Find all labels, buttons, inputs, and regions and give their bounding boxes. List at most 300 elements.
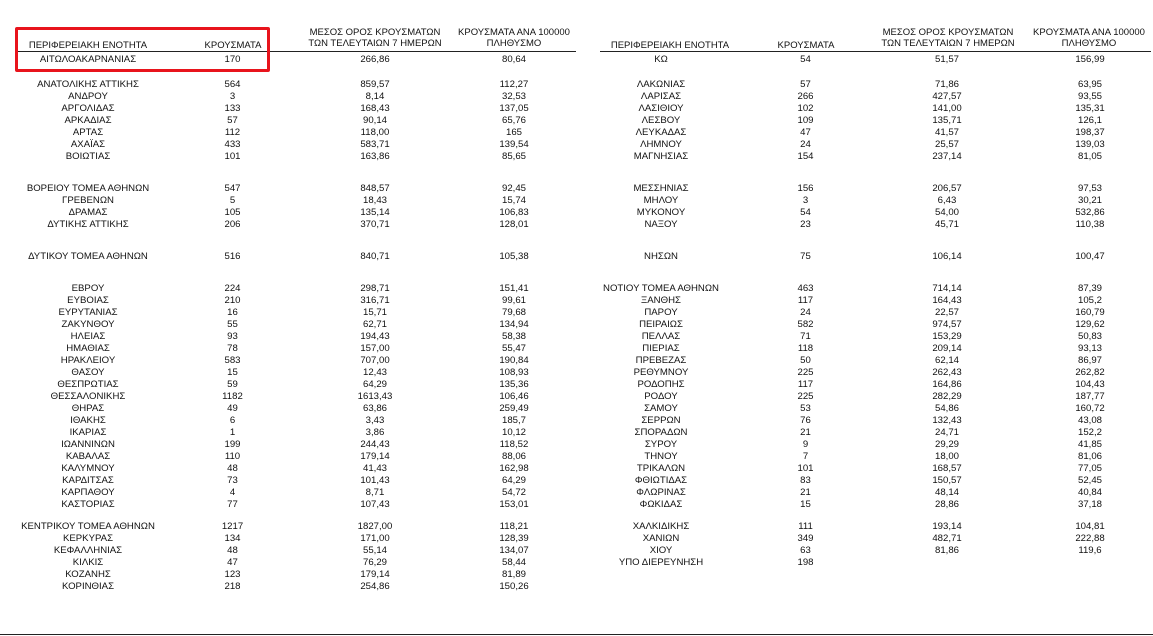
cases-cell: 112 <box>224 127 241 138</box>
per100k-cell: 222,88 <box>1075 533 1105 544</box>
per100k-cell: 165 <box>505 127 522 138</box>
cases-cell: 9 <box>802 439 809 450</box>
per100k-cell: 112,27 <box>499 79 529 90</box>
per100k-cell: 30,21 <box>1077 195 1102 206</box>
cases-cell: 47 <box>227 557 238 568</box>
avg-cell: 163,86 <box>360 151 390 162</box>
cases-cell: 133 <box>224 103 241 114</box>
per100k-cell: 55,47 <box>501 343 526 354</box>
region-cell: ΡΟΔΟΥ <box>644 391 678 402</box>
per100k-cell: 64,29 <box>501 475 526 486</box>
cases-cell: 199 <box>224 439 241 450</box>
cases-cell: 111 <box>798 521 813 532</box>
cases-cell: 7 <box>802 451 809 462</box>
avg-cell: 106,14 <box>932 251 962 262</box>
per100k-cell: 118,21 <box>499 521 529 532</box>
cases-cell: 117 <box>797 379 814 390</box>
highlight-box <box>15 27 270 72</box>
region-cell: ΝΟΤΙΟΥ ΤΟΜΕΑ ΑΘΗΝΩΝ <box>603 283 719 294</box>
avg-cell: 859,57 <box>360 79 390 90</box>
avg-cell: 714,14 <box>932 283 962 294</box>
avg-cell: 118,00 <box>360 127 390 138</box>
cases-cell: 16 <box>227 307 238 318</box>
region-cell: ΘΑΣΟΥ <box>71 367 105 378</box>
per100k-cell: 43,08 <box>1077 415 1102 426</box>
avg-cell: 482,71 <box>932 533 962 544</box>
avg-cell: 18,00 <box>934 451 959 462</box>
avg-cell: 107,43 <box>360 499 390 510</box>
per100k-cell: 259,49 <box>499 403 529 414</box>
region-cell: ΜΕΣΣΗΝΙΑΣ <box>633 183 689 194</box>
region-cell: ΠΡΕΒΕΖΑΣ <box>635 355 687 366</box>
per100k-cell: 93,55 <box>1077 91 1102 102</box>
avg-cell: 974,57 <box>932 319 962 330</box>
per100k-cell: 88,06 <box>501 451 526 462</box>
region-cell: ΑΝΔΡΟΥ <box>68 91 108 102</box>
cases-cell: 50 <box>800 355 811 366</box>
region-cell: ΤΡΙΚΑΛΩΝ <box>636 463 686 474</box>
cases-cell: 5 <box>229 195 236 206</box>
per100k-cell: 58,38 <box>501 331 526 342</box>
avg-cell: 54,00 <box>934 207 959 218</box>
region-cell: ΛΑΚΩΝΙΑΣ <box>636 79 686 90</box>
avg-cell: 63,86 <box>362 403 387 414</box>
cases-cell: 1182 <box>222 391 243 402</box>
cases-cell: 4 <box>229 487 236 498</box>
avg-cell: 8,71 <box>365 487 385 498</box>
region-cell: ΗΛΕΙΑΣ <box>70 331 106 342</box>
avg-cell: 254,86 <box>360 581 390 592</box>
cases-cell: 49 <box>227 403 238 414</box>
cases-cell: 77 <box>227 499 238 510</box>
avg-cell: 3,86 <box>365 427 385 438</box>
cases-cell: 564 <box>224 79 241 90</box>
avg-cell: 168,43 <box>360 103 390 114</box>
bottom-rule <box>0 634 1153 635</box>
per100k-cell: 85,65 <box>501 151 526 162</box>
per100k-cell: 128,39 <box>499 533 529 544</box>
right-avg-header <box>875 27 1021 49</box>
region-cell: ΖΑΚΥΝΘΟΥ <box>61 319 115 330</box>
avg-cell: 64,29 <box>362 379 387 390</box>
per100k-cell: 160,79 <box>1075 307 1105 318</box>
region-cell: ΦΘΙΩΤΙΔΑΣ <box>634 475 688 486</box>
avg-cell: 51,57 <box>934 54 959 65</box>
per100k-cell: 128,01 <box>499 219 529 230</box>
cases-cell: 154 <box>797 151 814 162</box>
region-cell: ΜΗΛΟΥ <box>643 195 679 206</box>
cases-cell: 156 <box>797 183 814 194</box>
per100k-cell: 52,45 <box>1077 475 1102 486</box>
cases-cell: 583 <box>224 355 241 366</box>
cases-cell: 101 <box>797 463 814 474</box>
per100k-cell: 119,6 <box>1078 545 1102 556</box>
avg-cell: 583,71 <box>360 139 390 150</box>
avg-cell: 266,86 <box>360 54 390 65</box>
left-per100k-header-line2: ΠΛΗΘΥΣΜΟ <box>486 38 542 49</box>
avg-cell: 18,43 <box>362 195 387 206</box>
cases-cell: 48 <box>227 463 238 474</box>
region-cell: ΛΑΡΙΣΑΣ <box>640 91 682 102</box>
avg-cell: 76,29 <box>362 557 387 568</box>
cases-cell: 53 <box>800 403 811 414</box>
per100k-cell: 126,1 <box>1077 115 1102 126</box>
avg-cell: 135,71 <box>932 115 962 126</box>
region-cell: ΔΥΤΙΚΟΥ ΤΟΜΕΑ ΑΘΗΝΩΝ <box>28 251 148 262</box>
cases-cell: 24 <box>800 139 811 150</box>
per100k-cell: 118,52 <box>499 439 529 450</box>
per100k-cell: 92,45 <box>501 183 526 194</box>
avg-cell: 848,57 <box>360 183 390 194</box>
region-cell: ΔΡΑΜΑΣ <box>68 207 108 218</box>
cases-cell: 54 <box>800 207 811 218</box>
per100k-cell: 10,12 <box>501 427 526 438</box>
per100k-cell: 134,07 <box>499 545 529 556</box>
right-per100k-header <box>1027 27 1151 49</box>
per100k-cell: 87,39 <box>1077 283 1102 294</box>
region-cell: ΚΟΡΙΝΘΙΑΣ <box>61 581 115 592</box>
cases-cell: 123 <box>224 569 241 580</box>
left-avg-header <box>302 27 448 49</box>
region-cell: ΧΑΝΙΩΝ <box>642 533 680 544</box>
cases-cell: 78 <box>227 343 238 354</box>
per100k-cell: 262,82 <box>1075 367 1105 378</box>
avg-cell: 8,14 <box>365 91 385 102</box>
cases-cell: 110 <box>224 451 241 462</box>
region-cell: ΣΥΡΟΥ <box>644 439 678 450</box>
cases-cell: 225 <box>797 391 814 402</box>
cases-cell: 218 <box>224 581 241 592</box>
avg-cell: 101,43 <box>360 475 390 486</box>
avg-cell: 157,00 <box>360 343 390 354</box>
per100k-cell: 151,41 <box>499 283 529 294</box>
per100k-cell: 105,2 <box>1077 295 1102 306</box>
cases-cell: 516 <box>224 251 241 262</box>
avg-cell: 12,43 <box>362 367 387 378</box>
region-cell: ΣΑΜΟΥ <box>644 403 678 414</box>
cases-cell: 582 <box>797 319 814 330</box>
region-cell: ΕΒΡΟΥ <box>71 283 105 294</box>
cases-cell: 198 <box>797 557 814 568</box>
region-cell: ΠΕΛΛΑΣ <box>641 331 681 342</box>
per100k-cell: 135,36 <box>499 379 529 390</box>
avg-cell: 81,86 <box>934 545 959 556</box>
left-avg-header-line1: ΜΕΣΟΣ ΟΡΟΣ ΚΡΟΥΣΜΑΤΩΝ <box>309 27 441 38</box>
avg-cell: 55,14 <box>362 545 387 556</box>
avg-cell: 193,14 <box>932 521 962 532</box>
per100k-cell: 162,98 <box>499 463 529 474</box>
per100k-cell: 153,01 <box>499 499 529 510</box>
avg-cell: 150,57 <box>932 475 962 486</box>
region-cell: ΛΕΣΒΟΥ <box>641 115 681 126</box>
cases-cell: 547 <box>224 183 241 194</box>
region-cell: ΡΟΔΟΠΗΣ <box>637 379 685 390</box>
per100k-cell: 81,05 <box>1077 151 1102 162</box>
cases-cell: 21 <box>800 487 811 498</box>
avg-cell: 244,43 <box>360 439 390 450</box>
region-cell: ΝΑΞΟΥ <box>644 219 678 230</box>
per100k-cell: 110,38 <box>1075 219 1105 230</box>
avg-cell: 141,00 <box>932 103 962 114</box>
per100k-cell: 135,31 <box>1075 103 1105 114</box>
region-cell: ΚΑΛΥΜΝΟΥ <box>61 463 115 474</box>
cases-cell: 463 <box>797 283 814 294</box>
region-cell: ΛΗΜΝΟΥ <box>640 139 682 150</box>
avg-cell: 3,43 <box>365 415 385 426</box>
region-cell: ΧΙΟΥ <box>649 545 673 556</box>
region-cell: ΚΑΣΤΟΡΙΑΣ <box>61 499 115 510</box>
avg-cell: 194,43 <box>360 331 390 342</box>
right-per100k-header-line2: ΠΛΗΘΥΣΜΟ <box>1061 38 1117 49</box>
region-cell: ΙΩΑΝΝΙΝΩΝ <box>61 439 115 450</box>
region-cell: ΠΕΙΡΑΙΩΣ <box>639 319 683 330</box>
avg-cell: 90,14 <box>362 115 387 126</box>
avg-cell: 135,14 <box>360 207 390 218</box>
per100k-cell: 77,05 <box>1077 463 1102 474</box>
avg-cell: 168,57 <box>932 463 962 474</box>
per100k-cell: 32,53 <box>501 91 526 102</box>
region-cell: ΧΑΛΚΙΔΙΚΗΣ <box>632 521 690 532</box>
cases-cell: 75 <box>800 251 811 262</box>
cases-cell: 109 <box>797 115 814 126</box>
cases-cell: 134 <box>224 533 241 544</box>
avg-cell: 171,00 <box>360 533 390 544</box>
cases-cell: 102 <box>797 103 814 114</box>
region-cell: ΜΥΚΟΝΟΥ <box>636 207 686 218</box>
cases-cell: 105 <box>224 207 241 218</box>
per100k-cell: 134,94 <box>499 319 529 330</box>
region-cell: ΚΑΒΑΛΑΣ <box>65 451 111 462</box>
per100k-cell: 198,37 <box>1075 127 1105 138</box>
cases-cell: 55 <box>227 319 238 330</box>
region-cell: ΠΙΕΡΙΑΣ <box>642 343 680 354</box>
per100k-cell: 40,84 <box>1077 487 1102 498</box>
cases-cell: 21 <box>800 427 811 438</box>
avg-cell: 132,43 <box>932 415 962 426</box>
region-cell: ΑΡΤΑΣ <box>72 127 104 138</box>
per100k-cell: 81,06 <box>1077 451 1102 462</box>
cases-cell: 48 <box>227 545 238 556</box>
cases-cell: 57 <box>800 79 811 90</box>
left-per100k-header <box>452 27 576 49</box>
region-cell: ΡΕΘΥΜΝΟΥ <box>633 367 689 378</box>
region-cell: ΚΟΖΑΝΗΣ <box>65 569 111 580</box>
per100k-cell: 54,72 <box>501 487 526 498</box>
per100k-cell: 63,95 <box>1077 79 1102 90</box>
cases-cell: 76 <box>800 415 811 426</box>
region-cell: ΕΥΡΥΤΑΝΙΑΣ <box>58 307 118 318</box>
region-cell: ΑΡΓΟΛΙΔΑΣ <box>61 103 115 114</box>
per100k-cell: 532,86 <box>1075 207 1105 218</box>
per100k-cell: 99,61 <box>501 295 526 306</box>
cases-cell: 266 <box>797 91 814 102</box>
per100k-cell: 41,85 <box>1077 439 1102 450</box>
cases-cell: 117 <box>797 295 814 306</box>
region-cell: ΚΑΡΠΑΘΟΥ <box>61 487 115 498</box>
region-cell: ΕΥΒΟΙΑΣ <box>67 295 109 306</box>
cases-cell: 59 <box>227 379 238 390</box>
per100k-cell: 106,46 <box>499 391 529 402</box>
right-header-rule <box>600 51 1151 52</box>
region-cell: ΥΠΟ ΔΙΕΡΕΥΝΗΣΗ <box>618 557 704 568</box>
cases-cell: 24 <box>800 307 811 318</box>
per100k-cell: 187,77 <box>1075 391 1105 402</box>
avg-cell: 298,71 <box>360 283 390 294</box>
cases-cell: 224 <box>224 283 241 294</box>
region-cell: ΠΑΡΟΥ <box>644 307 678 318</box>
avg-cell: 164,86 <box>932 379 962 390</box>
region-cell: ΑΧΑΪΑΣ <box>70 139 106 150</box>
cases-cell: 47 <box>800 127 811 138</box>
cases-cell: 83 <box>800 475 811 486</box>
cases-cell: 23 <box>800 219 811 230</box>
avg-cell: 209,14 <box>932 343 962 354</box>
avg-cell: 164,43 <box>932 295 962 306</box>
region-cell: ΚΕΦΑΛΛΗΝΙΑΣ <box>53 545 123 556</box>
avg-cell: 206,57 <box>932 183 962 194</box>
avg-cell: 282,29 <box>932 391 962 402</box>
region-cell: ΝΗΣΩΝ <box>644 251 678 262</box>
cases-cell: 57 <box>227 115 238 126</box>
region-cell: ΓΡΕΒΕΝΩΝ <box>62 195 114 206</box>
cases-cell: 73 <box>227 475 238 486</box>
cases-cell: 15 <box>800 499 811 510</box>
per100k-cell: 137,05 <box>499 103 529 114</box>
right-cases-header: ΚΡΟΥΣΜΑΤΑ <box>777 40 835 51</box>
avg-cell: 370,71 <box>360 219 390 230</box>
avg-cell: 153,29 <box>932 331 962 342</box>
region-cell: ΙΘΑΚΗΣ <box>70 415 106 426</box>
avg-cell: 179,14 <box>360 569 390 580</box>
per100k-cell: 139,54 <box>499 139 529 150</box>
region-cell: ΚΕΝΤΡΙΚΟΥ ΤΟΜΕΑ ΑΘΗΝΩΝ <box>21 521 155 532</box>
avg-cell: 41,43 <box>362 463 387 474</box>
per100k-cell: 108,93 <box>499 367 529 378</box>
per100k-cell: 58,44 <box>501 557 526 568</box>
avg-cell: 840,71 <box>360 251 390 262</box>
region-cell: ΑΡΚΑΔΙΑΣ <box>64 115 112 126</box>
avg-cell: 316,71 <box>360 295 390 306</box>
cases-cell: 3 <box>229 91 236 102</box>
avg-cell: 24,71 <box>934 427 959 438</box>
left-per100k-header-line1: ΚΡΟΥΣΜΑΤΑ ΑΝΑ 100000 <box>458 27 570 38</box>
region-cell: ΒΟΡΕΙΟΥ ΤΟΜΕΑ ΑΘΗΝΩΝ <box>26 183 150 194</box>
avg-cell: 262,43 <box>932 367 962 378</box>
region-cell: ΛΑΣΙΘΙΟΥ <box>638 103 684 114</box>
avg-cell: 41,57 <box>934 127 959 138</box>
cases-cell: 206 <box>224 219 241 230</box>
region-cell: ΘΕΣΣΑΛΟΝΙΚΗΣ <box>50 391 126 402</box>
cases-cell: 101 <box>224 151 241 162</box>
avg-cell: 1613,43 <box>357 391 393 402</box>
per100k-cell: 139,03 <box>1075 139 1105 150</box>
per100k-cell: 105,38 <box>499 251 529 262</box>
region-cell: ΑΙΤΩΛΟΑΚΑΡΝΑΝΙΑΣ <box>39 54 137 65</box>
avg-cell: 54,86 <box>934 403 959 414</box>
per100k-cell: 65,76 <box>501 115 526 126</box>
region-cell: ΗΡΑΚΛΕΙΟΥ <box>60 355 116 366</box>
per100k-cell: 93,13 <box>1077 343 1102 354</box>
right-region-header: ΠΕΡΙΦΕΡΕΙΑΚΗ ΕΝΟΤΗΤΑ <box>610 40 730 51</box>
left-cases-header: ΚΡΟΥΣΜΑΤΑ <box>204 40 262 51</box>
per100k-cell: 100,47 <box>1075 251 1105 262</box>
per100k-cell: 37,18 <box>1077 499 1102 510</box>
cases-cell: 210 <box>224 295 241 306</box>
cases-cell: 118 <box>797 343 814 354</box>
region-cell: ΣΠΟΡΑΔΩΝ <box>634 427 688 438</box>
per100k-cell: 97,53 <box>1077 183 1102 194</box>
cases-cell: 170 <box>224 54 241 65</box>
region-cell: ΜΑΓΝΗΣΙΑΣ <box>633 151 689 162</box>
avg-cell: 1827,00 <box>357 521 393 532</box>
region-cell: ΑΝΑΤΟΛΙΚΗΣ ΑΤΤΙΚΗΣ <box>37 79 139 90</box>
per100k-cell: 81,89 <box>501 569 526 580</box>
per100k-cell: 156,99 <box>1075 54 1105 65</box>
cases-cell: 225 <box>797 367 814 378</box>
per100k-cell: 86,97 <box>1077 355 1102 366</box>
right-avg-header-line1: ΜΕΣΟΣ ΟΡΟΣ ΚΡΟΥΣΜΑΤΩΝ <box>882 27 1014 38</box>
cases-cell: 3 <box>802 195 809 206</box>
cases-cell: 63 <box>800 545 811 556</box>
right-avg-header-line2: ΤΩΝ ΤΕΛΕΥΤΑΙΩΝ 7 ΗΜΕΡΩΝ <box>881 38 1015 49</box>
region-cell: ΚΕΡΚΥΡΑΣ <box>62 533 113 544</box>
cases-cell: 433 <box>224 139 241 150</box>
avg-cell: 62,14 <box>934 355 959 366</box>
per100k-cell: 160,72 <box>1075 403 1105 414</box>
region-cell: ΦΩΚΙΔΑΣ <box>639 499 683 510</box>
region-cell: ΗΜΑΘΙΑΣ <box>66 343 110 354</box>
left-region-header: ΠΕΡΙΦΕΡΕΙΑΚΗ ΕΝΟΤΗΤΑ <box>28 40 148 51</box>
avg-cell: 15,71 <box>362 307 387 318</box>
left-avg-header-line2: ΤΩΝ ΤΕΛΕΥΤΑΙΩΝ 7 ΗΜΕΡΩΝ <box>308 38 442 49</box>
avg-cell: 62,71 <box>362 319 387 330</box>
region-cell: ΤΗΝΟΥ <box>644 451 678 462</box>
region-cell: ΚΩ <box>654 54 668 65</box>
region-cell: ΦΛΩΡΙΝΑΣ <box>636 487 686 498</box>
avg-cell: 71,86 <box>934 79 959 90</box>
cases-cell: 54 <box>800 54 811 65</box>
per100k-cell: 79,68 <box>501 307 526 318</box>
avg-cell: 45,71 <box>934 219 959 230</box>
cases-cell: 6 <box>229 415 236 426</box>
avg-cell: 179,14 <box>360 451 390 462</box>
cases-cell: 1 <box>229 427 236 438</box>
per100k-cell: 185,7 <box>501 415 526 426</box>
cases-cell: 349 <box>797 533 814 544</box>
region-cell: ΘΕΣΠΡΩΤΙΑΣ <box>57 379 119 390</box>
avg-cell: 707,00 <box>360 355 390 366</box>
per100k-cell: 80,64 <box>501 54 526 65</box>
region-cell: ΒΟΙΩΤΙΑΣ <box>65 151 111 162</box>
region-cell: ΛΕΥΚΑΔΑΣ <box>635 127 687 138</box>
avg-cell: 28,86 <box>934 499 959 510</box>
avg-cell: 48,14 <box>934 487 959 498</box>
avg-cell: 237,14 <box>932 151 962 162</box>
per100k-cell: 152,2 <box>1077 427 1102 438</box>
per100k-cell: 104,81 <box>1075 521 1105 532</box>
cases-cell: 1217 <box>221 521 244 532</box>
region-cell: ΚΙΛΚΙΣ <box>72 557 104 568</box>
region-cell: ΙΚΑΡΙΑΣ <box>69 427 107 438</box>
per100k-cell: 150,26 <box>499 581 529 592</box>
avg-cell: 427,57 <box>932 91 962 102</box>
per100k-cell: 190,84 <box>499 355 529 366</box>
cases-cell: 71 <box>800 331 811 342</box>
per100k-cell: 104,43 <box>1075 379 1105 390</box>
per100k-cell: 50,83 <box>1077 331 1102 342</box>
right-per100k-header-line1: ΚΡΟΥΣΜΑΤΑ ΑΝΑ 100000 <box>1033 27 1145 38</box>
cases-cell: 15 <box>227 367 238 378</box>
